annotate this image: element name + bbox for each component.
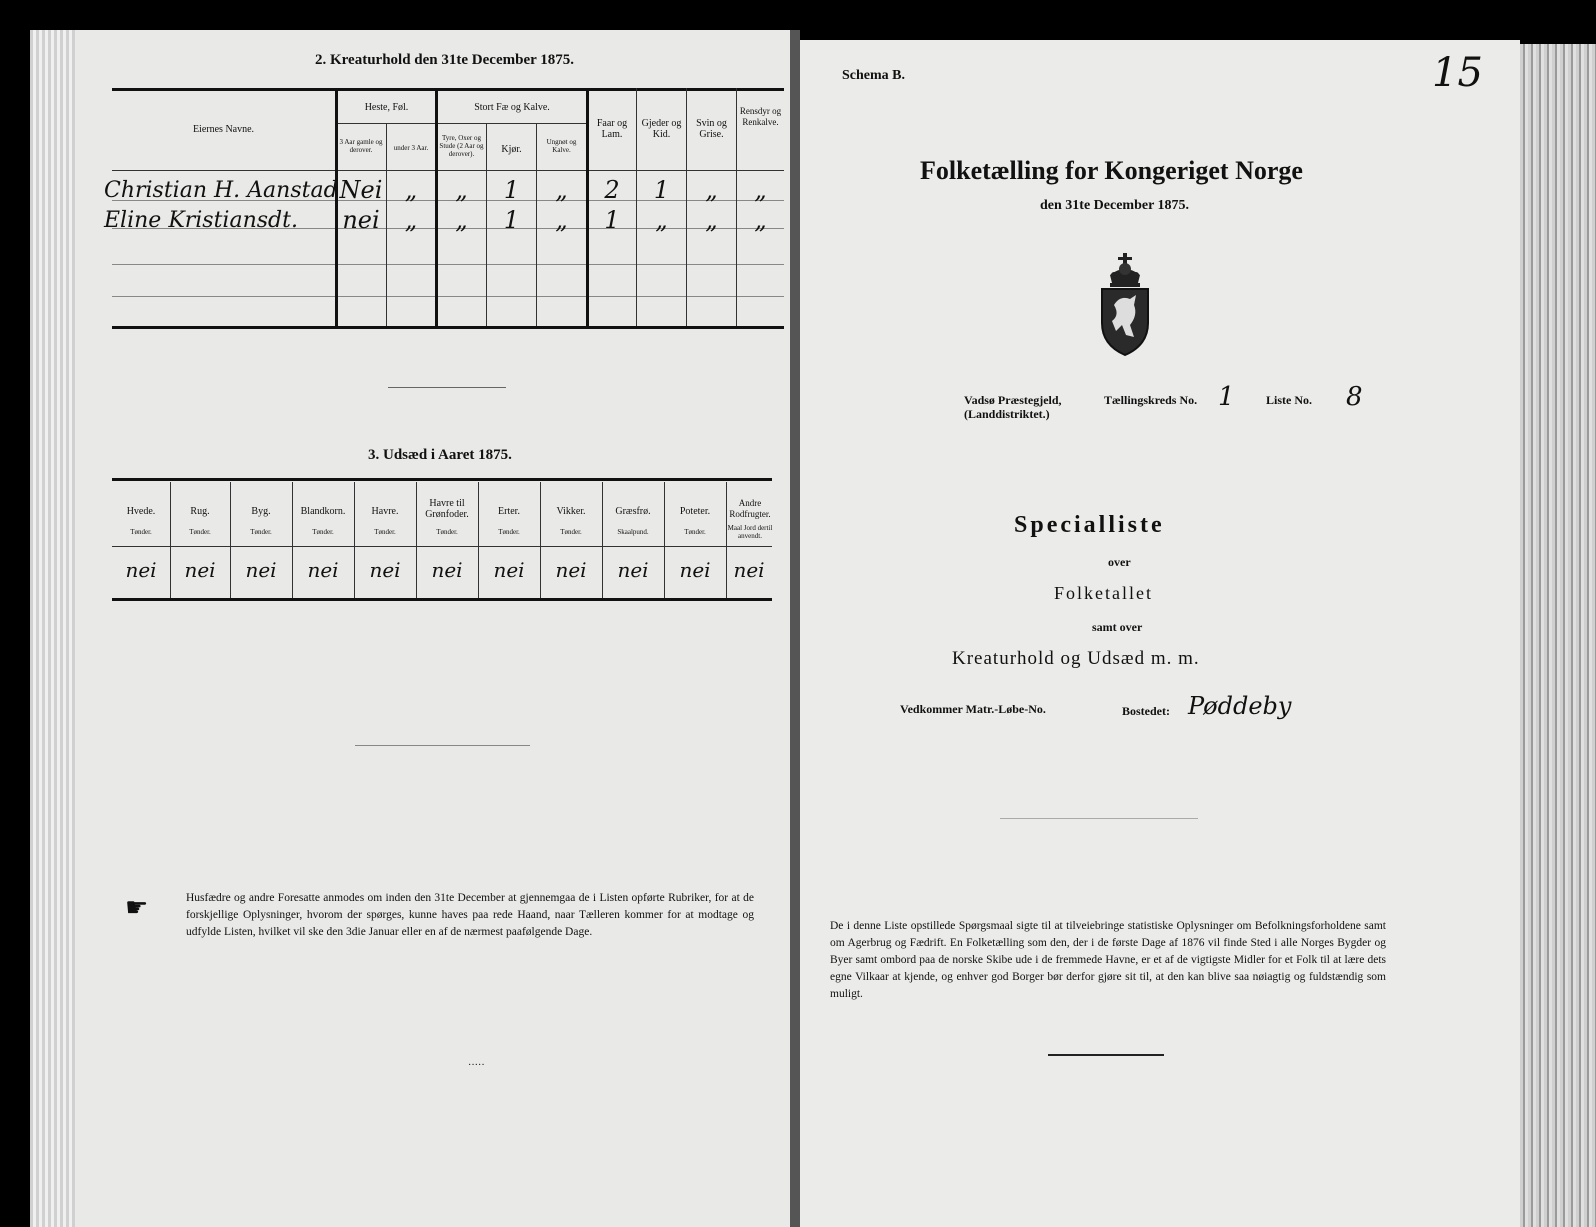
sheep-2: 1 xyxy=(604,206,620,234)
seed-value-vetch: nei xyxy=(555,558,587,582)
left-page-edge xyxy=(30,30,75,1227)
owner-name-1: Christian H. Aanstad xyxy=(104,178,338,203)
seed-value-mixed-grain: nei xyxy=(307,558,339,582)
header-horses-old: 3 Aar gamle og derover. xyxy=(339,138,383,154)
special-list-title: Specialliste xyxy=(1014,512,1165,538)
census-title: Folketælling for Kongeriget Norge xyxy=(920,156,1303,185)
seed-value-grass-seed: nei xyxy=(617,558,649,582)
owner-name-2: Eline Kristiansdt. xyxy=(104,208,298,233)
census-district-value: 1 xyxy=(1218,382,1235,412)
book-gutter xyxy=(790,30,800,1227)
list-number-label: Liste No. xyxy=(1266,393,1312,407)
parish-line xyxy=(964,393,1062,421)
horses-young-2: „ xyxy=(404,206,418,234)
residence-label: Bostedet: xyxy=(1122,704,1170,718)
seed-header-oats: Havre. xyxy=(371,506,399,517)
seed-unit-grass-seed: Skaalpund. xyxy=(617,528,649,536)
header-sheep: Faar og Lam. xyxy=(596,118,628,140)
seed-unit-root-crops: Maal Jord dertil anvendt. xyxy=(727,524,773,540)
seed-header-grass-seed: Græsfrø. xyxy=(615,506,651,517)
young-cattle-2: „ xyxy=(555,206,568,234)
separator-line xyxy=(355,745,530,746)
seed-value-peas: nei xyxy=(493,558,525,582)
seed-unit-green-oats: Tønder. xyxy=(436,528,458,536)
seed-value-oats: nei xyxy=(369,558,401,582)
pigs-1: „ xyxy=(705,176,718,204)
seed-value-rye: nei xyxy=(184,558,216,582)
seed-unit-peas: Tønder. xyxy=(498,528,520,536)
seed-value-barley: nei xyxy=(245,558,277,582)
pointing-hand-icon: ☛ xyxy=(125,893,149,922)
population-label: Folketallet xyxy=(1054,583,1153,603)
reindeer-2: „ xyxy=(754,206,767,234)
header-goats: Gjeder og Kid. xyxy=(641,118,682,140)
seed-header-root-crops: Andre Rodfrugter. xyxy=(729,498,771,519)
parish-district: (Landdistriktet.) xyxy=(964,407,1050,421)
also-over-label: samt over xyxy=(1092,620,1143,634)
header-reindeer: Rensdyr og Renkalve. xyxy=(739,106,782,127)
seed-unit-wheat: Tønder. xyxy=(130,528,152,536)
section3-title: 3. Udsæd i Aaret 1875. xyxy=(368,447,512,463)
header-pigs: Svin og Grise. xyxy=(696,118,727,140)
goats-2: „ xyxy=(655,206,668,234)
horses-young-1: „ xyxy=(404,176,418,204)
seed-value-green-oats: nei xyxy=(431,558,463,582)
header-cattle-cows: Kjør. xyxy=(501,144,522,155)
seed-unit-rye: Tønder. xyxy=(189,528,211,536)
sheep-1: 2 xyxy=(604,176,620,204)
right-page-note: De i denne Liste opstillede Spørgsmaal sigte til at tilveiebringe statistiske Oplysninger om Befolkningsforholdene samt om Agerbrug og Fædrift. En Folketælling som den, der i de første Dage af 1876 vil finde Sted i alle Norges Bygder og Byer samt ombord paa de norske Skibe ude i de fremmede Havne, er et af de vigtigste Midler for et Folk til at lære dets egne Vilkaar at kjende, og enhver god Borger bør derfor gjøre sit til, at den kan blive saa nøiagtig og fuldstændig som muligt. xyxy=(830,920,1386,1000)
livestock-seed-label: Kreaturhold og Udsæd m. m. xyxy=(952,648,1200,669)
seed-value-wheat: nei xyxy=(125,558,157,582)
seed-value-root-crops: nei xyxy=(733,558,765,582)
matriculation-label: Vedkommer Matr.-Løbe-No. xyxy=(900,702,1046,716)
norwegian-coat-of-arms-icon xyxy=(1090,245,1160,360)
separator-line xyxy=(388,387,506,388)
separator-line xyxy=(1000,818,1198,819)
seed-header-vetch: Vikker. xyxy=(556,506,586,517)
page-number: 15 xyxy=(1432,50,1483,96)
seed-header-peas: Erter. xyxy=(498,506,520,517)
seed-header-mixed-grain: Blandkorn. xyxy=(300,506,346,517)
seed-unit-vetch: Tønder. xyxy=(560,528,582,536)
seed-header-rye: Rug. xyxy=(190,506,210,517)
seed-header-barley: Byg. xyxy=(251,506,271,517)
header-cattle-young: Ungnøt og Kalve. xyxy=(546,138,577,154)
right-page-edge xyxy=(1520,44,1596,1227)
parish-name: Vadsø Præstegjeld, xyxy=(964,393,1062,407)
seed-value-potatoes: nei xyxy=(679,558,711,582)
seed-unit-oats: Tønder. xyxy=(374,528,396,536)
decorative-dots: ····· xyxy=(468,1060,485,1071)
seed-header-potatoes: Poteter. xyxy=(679,506,711,517)
header-owner: Eiernes Navne. xyxy=(192,124,255,135)
bulls-1: „ xyxy=(455,176,468,204)
separator-line xyxy=(1048,1054,1164,1056)
young-cattle-1: „ xyxy=(555,176,568,204)
right-page xyxy=(800,40,1520,1227)
seed-header-wheat: Hvede. xyxy=(126,506,156,517)
header-cattle-bulls: Tyre, Oxer og Stude (2 Aar og derover). xyxy=(439,134,484,158)
header-horses-young: under 3 Aar. xyxy=(393,144,429,152)
left-page-note: Husfædre og andre Foresatte anmodes om inden den 31te December at gjennemgaa de i Listen opførte Rubriker, for at de forskjellige Oplysninger, hvorom der spørges, kunne haves paa rede Haand, naar Tælleren kommer for at modtage og udfylde Listen, hvilket vil ske den 3die Januar eller en af de nærmest paafølgende Dage. xyxy=(186,892,754,938)
census-date: den 31te December 1875. xyxy=(1040,198,1190,213)
reindeer-1: „ xyxy=(754,176,767,204)
census-district-label: Tællingskreds No. xyxy=(1104,393,1198,407)
bulls-2: „ xyxy=(455,206,468,234)
cows-1: 1 xyxy=(503,176,520,204)
seed-unit-barley: Tønder. xyxy=(250,528,272,536)
schema-label: Schema B. xyxy=(842,68,905,83)
seed-table xyxy=(112,478,772,602)
pigs-2: „ xyxy=(705,206,718,234)
seed-unit-potatoes: Tønder. xyxy=(684,528,706,536)
header-cattle: Stort Fæ og Kalve. xyxy=(474,102,550,113)
cows-2: 1 xyxy=(503,206,520,234)
seed-header-green-oats: Havre til Grønfoder. xyxy=(425,498,469,520)
list-number-value: 8 xyxy=(1346,382,1363,412)
header-horses: Heste, Føl. xyxy=(364,102,409,113)
residence-value: Pøddeby xyxy=(1188,692,1292,720)
over-label: over xyxy=(1108,555,1131,569)
horses-old-2: nei xyxy=(342,206,380,234)
horses-old-1: Nei xyxy=(339,176,383,204)
livestock-table xyxy=(104,88,784,328)
goats-1: 1 xyxy=(653,176,670,204)
seed-unit-mixed-grain: Tønder. xyxy=(312,528,334,536)
section2-title: 2. Kreaturhold den 31te December 1875. xyxy=(315,52,574,68)
